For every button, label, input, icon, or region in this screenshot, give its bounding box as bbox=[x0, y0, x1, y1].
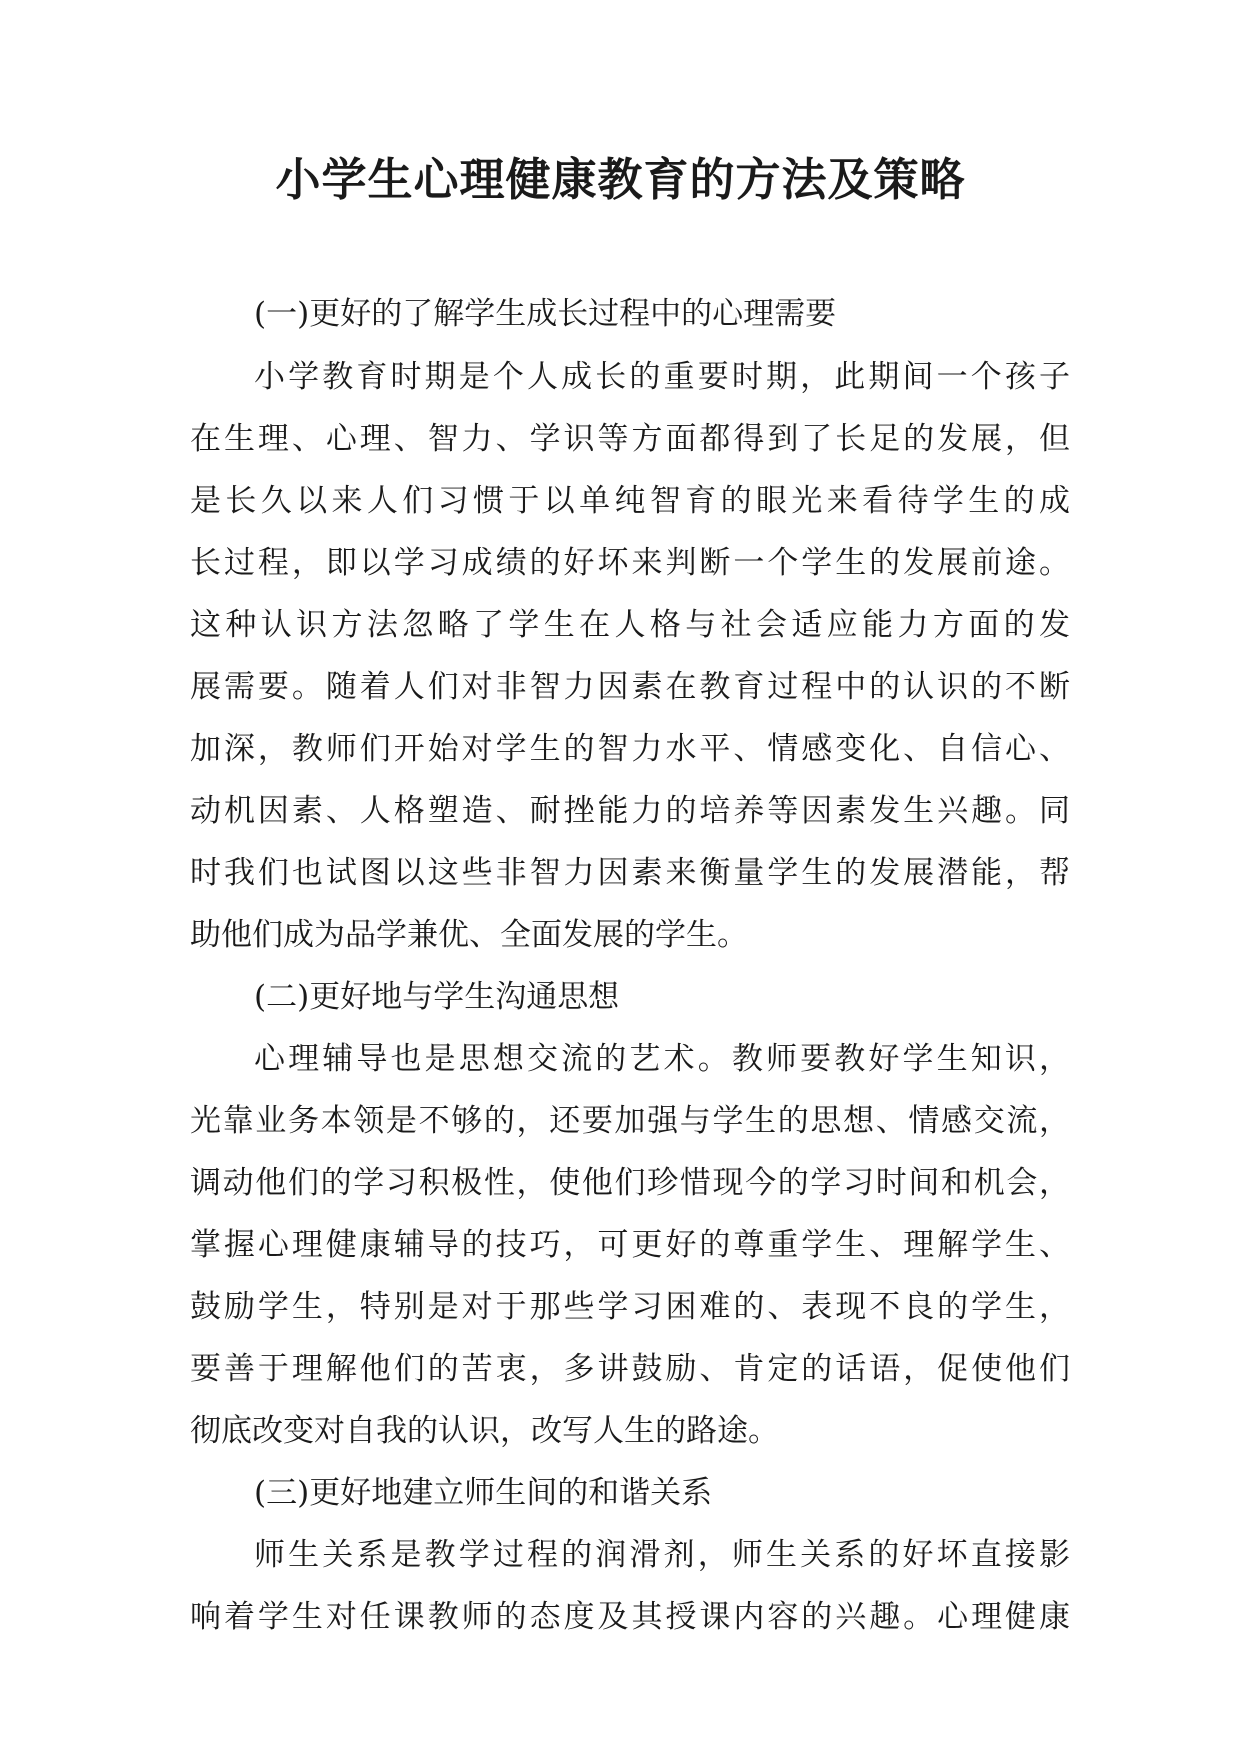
section-heading-2: (二)更好地与学生沟通思想 bbox=[254, 979, 620, 1015]
paragraph-line: 要善于理解他们的苦衷，多讲鼓励、肯定的话语，促使他们 bbox=[190, 1351, 1070, 1387]
paragraph-line: 小学教育时期是个人成长的重要时期，此期间一个孩子 bbox=[254, 359, 1070, 395]
paragraph-line: 加深，教师们开始对学生的智力水平、情感变化、自信心、 bbox=[190, 731, 1070, 767]
paragraph-line: 掌握心理健康辅导的技巧，可更好的尊重学生、理解学生、 bbox=[190, 1227, 1070, 1263]
paragraph-line: 调动他们的学习积极性，使他们珍惜现今的学习时间和机会， bbox=[190, 1165, 1070, 1201]
paragraph-line: 彻底改变对自我的认识，改写人生的路途。 bbox=[190, 1413, 779, 1449]
section-heading-1: (一)更好的了解学生成长过程中的心理需要 bbox=[254, 296, 837, 332]
paragraph-line: 助他们成为品学兼优、全面发展的学生。 bbox=[190, 917, 748, 953]
paragraph-line: 时我们也试图以这些非智力因素来衡量学生的发展潜能，帮 bbox=[190, 855, 1070, 891]
paragraph-line: 光靠业务本领是不够的，还要加强与学生的思想、情感交流， bbox=[190, 1103, 1070, 1139]
section-heading-3: (三)更好地建立师生间的和谐关系 bbox=[254, 1475, 713, 1511]
paragraph-line: 响着学生对任课教师的态度及其授课内容的兴趣。心理健康 bbox=[190, 1599, 1070, 1635]
paragraph-line: 动机因素、人格塑造、耐挫能力的培养等因素发生兴趣。同 bbox=[190, 793, 1070, 829]
paragraph-line: 长过程，即以学习成绩的好坏来判断一个学生的发展前途。 bbox=[190, 545, 1070, 581]
paragraph-line: 心理辅导也是思想交流的艺术。教师要教好学生知识， bbox=[254, 1041, 1070, 1077]
paragraph-line: 师生关系是教学过程的润滑剂，师生关系的好坏直接影 bbox=[254, 1537, 1070, 1573]
paragraph-line: 在生理、心理、智力、学识等方面都得到了长足的发展，但 bbox=[190, 421, 1070, 457]
paragraph-line: 展需要。随着人们对非智力因素在教育过程中的认识的不断 bbox=[190, 669, 1070, 705]
paragraph-line: 这种认识方法忽略了学生在人格与社会适应能力方面的发 bbox=[190, 607, 1070, 643]
document-title: 小学生心理健康教育的方法及策略 bbox=[275, 153, 966, 206]
paragraph-line: 鼓励学生，特别是对于那些学习困难的、表现不良的学生， bbox=[190, 1289, 1070, 1325]
paragraph-line: 是长久以来人们习惯于以单纯智育的眼光来看待学生的成 bbox=[190, 483, 1070, 519]
